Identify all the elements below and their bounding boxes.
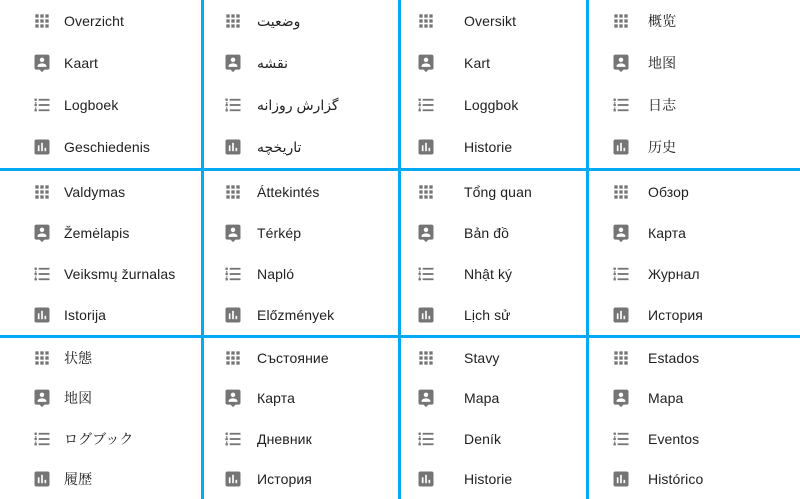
bar-chart-icon bbox=[416, 137, 436, 157]
menu-item-history[interactable] bbox=[401, 126, 586, 168]
menu-item-label: 地图 bbox=[648, 55, 677, 71]
menu-panel bbox=[204, 338, 398, 499]
menu-item-label: Áttekintés bbox=[257, 183, 320, 200]
menu-item-logbook[interactable] bbox=[401, 419, 586, 459]
menu-item-label: Overzicht bbox=[64, 13, 125, 29]
apps-icon bbox=[611, 182, 631, 202]
menu-item-map[interactable] bbox=[589, 42, 800, 84]
person-pin-icon bbox=[223, 388, 243, 408]
menu-item-label: Estados bbox=[648, 350, 700, 367]
list-icon bbox=[611, 429, 631, 449]
menu-item-history[interactable] bbox=[589, 126, 800, 168]
menu-item-label: Дневник bbox=[257, 430, 312, 447]
list-icon bbox=[32, 429, 52, 449]
menu-item-label: Lịch sử bbox=[464, 306, 511, 323]
menu-item-history[interactable] bbox=[0, 459, 201, 499]
menu-item-history[interactable] bbox=[204, 126, 398, 168]
menu-item-overview[interactable] bbox=[0, 0, 201, 42]
menu-item-map[interactable] bbox=[401, 212, 586, 253]
menu-panel bbox=[0, 338, 201, 499]
menu-item-label: Kaart bbox=[64, 55, 98, 71]
menu-item-map[interactable] bbox=[589, 212, 800, 253]
menu-item-map[interactable] bbox=[204, 212, 398, 253]
bar-chart-icon bbox=[611, 305, 631, 325]
menu-item-label: Térkép bbox=[257, 224, 302, 241]
menu-item-label: 状態 bbox=[64, 350, 93, 367]
menu-item-label: Histórico bbox=[648, 470, 704, 487]
menu-item-label: Deník bbox=[464, 430, 502, 447]
menu-item-map[interactable] bbox=[401, 378, 586, 418]
menu-item-label: Kart bbox=[464, 55, 491, 71]
person-pin-icon bbox=[611, 53, 631, 73]
menu-panel bbox=[589, 338, 800, 499]
person-pin-icon bbox=[416, 388, 436, 408]
apps-icon bbox=[223, 182, 243, 202]
menu-item-overview[interactable] bbox=[401, 338, 586, 378]
menu-item-label: Geschiedenis bbox=[64, 139, 151, 155]
menu-item-map[interactable] bbox=[204, 378, 398, 418]
menu-item-label: Istorija bbox=[64, 306, 107, 323]
menu-item-label: История bbox=[648, 306, 703, 323]
bar-chart-icon bbox=[416, 469, 436, 489]
menu-item-logbook[interactable] bbox=[589, 84, 800, 126]
menu-item-label: 履歴 bbox=[64, 470, 93, 487]
person-pin-icon bbox=[611, 388, 631, 408]
menu-item-map[interactable] bbox=[0, 212, 201, 253]
menu-item-label: Eventos bbox=[648, 430, 700, 447]
menu-item-label: Nhật ký bbox=[464, 265, 513, 282]
menu-panel bbox=[401, 338, 586, 499]
bar-chart-icon bbox=[223, 137, 243, 157]
list-icon bbox=[416, 429, 436, 449]
menu-item-logbook[interactable] bbox=[589, 419, 800, 459]
menu-item-label: نقشه bbox=[257, 54, 288, 71]
person-pin-icon bbox=[416, 223, 436, 243]
menu-item-label: Loggbok bbox=[464, 97, 519, 113]
menu-item-logbook[interactable] bbox=[0, 84, 201, 126]
menu-item-label: Обзор bbox=[648, 183, 689, 200]
bar-chart-icon bbox=[611, 469, 631, 489]
list-icon bbox=[32, 95, 52, 115]
bar-chart-icon bbox=[223, 305, 243, 325]
menu-item-label: 地図 bbox=[64, 390, 93, 407]
menu-item-overview[interactable] bbox=[401, 0, 586, 42]
menu-item-label: Oversikt bbox=[464, 13, 517, 29]
person-pin-icon bbox=[611, 223, 631, 243]
menu-item-logbook[interactable] bbox=[204, 84, 398, 126]
menu-item-overview[interactable] bbox=[204, 0, 398, 42]
list-icon bbox=[32, 264, 52, 284]
menu-item-label: Stavy bbox=[464, 350, 500, 367]
apps-icon bbox=[32, 348, 52, 368]
menu-item-label: Mapa bbox=[464, 390, 500, 407]
menu-panel bbox=[204, 0, 398, 168]
menu-item-label: Logboek bbox=[64, 97, 119, 113]
apps-icon bbox=[416, 182, 436, 202]
menu-item-label: 日志 bbox=[648, 97, 677, 113]
menu-item-map[interactable] bbox=[401, 42, 586, 84]
menu-item-logbook[interactable] bbox=[204, 419, 398, 459]
menu-item-label: Карта bbox=[257, 390, 295, 407]
menu-item-label: Historie bbox=[464, 139, 513, 155]
bar-chart-icon bbox=[416, 305, 436, 325]
menu-item-overview[interactable] bbox=[401, 171, 586, 212]
list-icon bbox=[416, 264, 436, 284]
menu-item-overview[interactable] bbox=[204, 338, 398, 378]
menu-item-history[interactable] bbox=[204, 459, 398, 499]
menu-panel bbox=[0, 171, 201, 335]
person-pin-icon bbox=[223, 223, 243, 243]
menu-item-label: 历史 bbox=[648, 139, 677, 155]
bar-chart-icon bbox=[611, 137, 631, 157]
menu-item-label: وضعیت bbox=[257, 12, 301, 29]
menu-item-label: گزارش روزانه bbox=[257, 96, 339, 113]
person-pin-icon bbox=[416, 53, 436, 73]
menu-panel bbox=[0, 0, 201, 168]
menu-item-label: Žemėlapis bbox=[64, 224, 130, 241]
menu-item-label: Mapa bbox=[648, 390, 684, 407]
apps-icon bbox=[32, 182, 52, 202]
menu-item-history[interactable] bbox=[204, 294, 398, 335]
menu-panel bbox=[589, 0, 800, 168]
menu-item-label: Napló bbox=[257, 265, 295, 282]
apps-icon bbox=[611, 348, 631, 368]
menu-item-history[interactable] bbox=[589, 459, 800, 499]
person-pin-icon bbox=[223, 53, 243, 73]
list-icon bbox=[223, 264, 243, 284]
menu-item-history[interactable] bbox=[401, 459, 586, 499]
menu-item-overview[interactable] bbox=[0, 338, 201, 378]
menu-item-overview[interactable] bbox=[0, 171, 201, 212]
apps-icon bbox=[223, 348, 243, 368]
menu-item-history[interactable] bbox=[589, 294, 800, 335]
menu-item-map[interactable] bbox=[0, 42, 201, 84]
apps-icon bbox=[223, 11, 243, 31]
apps-icon bbox=[32, 11, 52, 31]
apps-icon bbox=[416, 348, 436, 368]
menu-panel bbox=[204, 171, 398, 335]
menu-item-overview[interactable] bbox=[204, 171, 398, 212]
menu-item-logbook[interactable] bbox=[0, 419, 201, 459]
menu-item-label: Карта bbox=[648, 224, 686, 241]
menu-item-map[interactable] bbox=[204, 42, 398, 84]
list-icon bbox=[611, 264, 631, 284]
menu-item-label: Журнал bbox=[648, 265, 700, 282]
menu-item-label: История bbox=[257, 470, 312, 487]
bar-chart-icon bbox=[32, 305, 52, 325]
bar-chart-icon bbox=[32, 137, 52, 157]
menu-item-history[interactable] bbox=[401, 294, 586, 335]
menu-panel bbox=[401, 171, 586, 335]
menu-item-map[interactable] bbox=[0, 378, 201, 418]
menu-item-logbook[interactable] bbox=[401, 84, 586, 126]
menu-item-label: Състояние bbox=[257, 350, 329, 367]
menu-item-label: Valdymas bbox=[64, 183, 126, 200]
menu-item-logbook[interactable] bbox=[204, 253, 398, 294]
menu-panel bbox=[401, 0, 586, 168]
menu-item-history[interactable] bbox=[0, 126, 201, 168]
menu-item-overview[interactable] bbox=[589, 0, 800, 42]
menu-item-overview[interactable] bbox=[589, 171, 800, 212]
apps-icon bbox=[416, 11, 436, 31]
person-pin-icon bbox=[32, 53, 52, 73]
menu-item-logbook[interactable] bbox=[589, 253, 800, 294]
menu-item-label: Historie bbox=[464, 470, 513, 487]
menu-item-logbook[interactable] bbox=[0, 253, 201, 294]
menu-panel bbox=[589, 171, 800, 335]
list-icon bbox=[223, 95, 243, 115]
menu-item-label: Előzmények bbox=[257, 306, 335, 323]
apps-icon bbox=[611, 11, 631, 31]
menu-item-history[interactable] bbox=[0, 294, 201, 335]
bar-chart-icon bbox=[32, 469, 52, 489]
menu-item-label: Bản đồ bbox=[464, 224, 509, 241]
person-pin-icon bbox=[32, 223, 52, 243]
menu-item-label: تاریخچه bbox=[257, 138, 302, 155]
list-icon bbox=[416, 95, 436, 115]
menu-item-label: Tổng quan bbox=[464, 183, 532, 200]
menu-item-label: Veiksmų žurnalas bbox=[64, 265, 176, 282]
menu-item-label: 概览 bbox=[648, 13, 677, 29]
menu-item-label: ログブック bbox=[64, 430, 134, 447]
menu-item-logbook[interactable] bbox=[401, 253, 586, 294]
menu-item-map[interactable] bbox=[589, 378, 800, 418]
list-icon bbox=[223, 429, 243, 449]
list-icon bbox=[611, 95, 631, 115]
bar-chart-icon bbox=[223, 469, 243, 489]
person-pin-icon bbox=[32, 388, 52, 408]
menu-item-overview[interactable] bbox=[589, 338, 800, 378]
